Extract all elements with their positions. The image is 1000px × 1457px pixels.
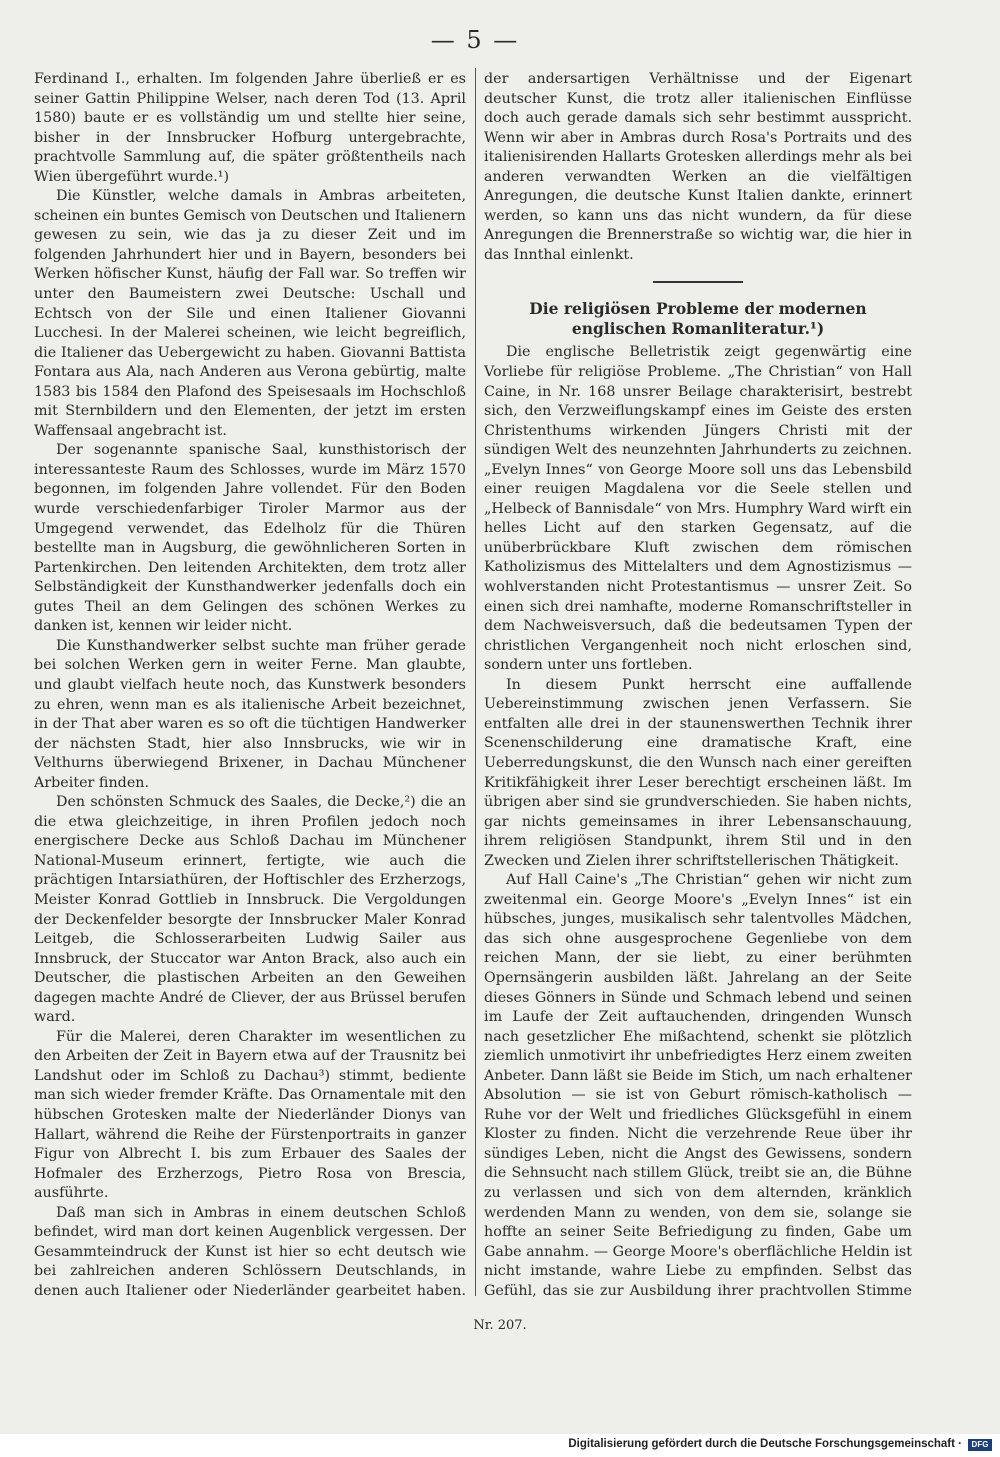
article-title: Die religiösen Probleme der modernen englischen Romanliteratur.¹) [529, 299, 867, 339]
article-paragraph: In diesem Punkt herrscht eine auffallende Uebereinstimmung zwischen jenen Verfassern. Sie entfalten alle drei in der staunenswerthen Technik ihrer Scenenschilderung eine dramatische Kraft, eine Ueberredungskunst, die den Wunsch nach einer gereiften Kritikfähigkeit ihrer Leser berechtigt erscheinen läßt. Im übrigen aber sind sie grundverschieden. Sie haben nichts, gar nichts gemeinsames in ihrer Lebensanschauung, ihrem religiösen Standpunkt, ihrem Stil und in den Zwecken und Zielen ihrer schriftstellerischen Thätigkeit. [484, 676, 912, 869]
article-paragraph: Auf Hall Caine's „The Christian“ gehen wir nicht zum zweitenmal ein. George Moore's „Evelyn Innes“ ist ein hübsches, junges, musikalisch sehr talentvolles Mädchen, das sich ohne ausgesprochene Gegenliebe von dem reichen Mann, der sie liebt, zu einer berühmten Opernsängerin ausbilden läßt. Jahrelang an der Seite dieses Gönners in Sünde und Schmach lebend und seinen im Laufe der Zeit auftauchenden, dringenden Wunsch nach gesetzlicher Ehe mißachtend, schenkt sie plötzlich ziemlich unmotivirt ihr unbefriedigtes Herz einem zweiten Anbeter. Dann läßt sie Beide im Stich, um nach erhaltener Absolution — sie ist von Geburt römisch-katholisch — Ruhe vor der Welt und friedliches Glücksgefühl in einem Kloster zu finden. Nicht die verzehrende Reue über ihr sündiges Leben, nicht die Angst des Gewissens, sondern die Sehnsucht nach stillem Glück, treibt sie an, die Bühne zu verlassen und sich von dem alternden, kränklich werdenden Mann zu wenden, von dem sie, solange sie hoffte an seiner Seite Befriedigung zu finden, Gabe um Gabe annahm. — George Moore's oberflächliche Heldin ist nicht imstande, wahre Liebe zu empfinden. Selbst das Gefühl, das sie zur Ausbildung ihrer prachtvollen Stimme [484, 872, 912, 1299]
dfg-logo: DFG [968, 1439, 992, 1451]
section-divider [653, 281, 743, 283]
article-paragraph: Die englische Belletristik zeigt gegenwärtig eine Vorliebe für religiöse Probleme. „The Christian“ von Hall Caine, in Nr. 168 unsrer Beilage charakterisirt, bestrebt sich, den Verzweiflungskampf eines im Geiste des ersten Christenthums wirkenden Jüngers Christi mit der sündigen Welt des neunzehnten Jahrhunderts zu zeichnen. „Evelyn Innes“ von George Moore soll uns das Lebensbild einer reuigen Magdalena vor die Seele stellen und „Helbeck of Bannisdale“ von Mrs. Humphry Ward wirft ein helles Licht auf den starken Gegensatz, auf die unüberbrückbare Kluft zwischen dem römischen Katholizismus des Mittelalters und dem Agnostizismus — wohlverstanden nicht Protestantismus — unsrer Zeit. So einen sich drei namhafte, moderne Romanschriftsteller in dem Nachweisversuch, daß die bedeutsamen Typen der christlichen Vergangenheit noch nicht erloschen sind, sondern unter uns fortleben. [484, 344, 912, 674]
column-divider [475, 68, 476, 1296]
continuation-paragraph: der andersartigen Verhältnisse und der Eigenart deutscher Kunst, die trotz aller italienischen Einflüsse doch auch gerade damals sich sehr bestimmt ausspricht. Wenn wir aber in Ambras durch Rosa's Portraits und des italienisirenden Hallarts Grotesken allerdings mehr als bei anderen verwandten Werken an die vielfältigen Anregungen, die deutsche Kunst Italien dankte, erinnert werden, so kann uns das nicht wundern, da für diese Anregungen die Brennerstraße so wichtig war, die hier in das Innthal einlenkt. [484, 71, 912, 263]
left-paragraph: Der sogenannte spanische Saal, kunsthistorisch der interessanteste Raum des Schlosses, wurde im März 1570 begonnen, im folgenden Jahre vollendet. Für den Boden wurde verschiedenfarbiger Tiroler Marmor aus der Umgegend verwendet, das Edelholz für die Thüren bestellte man in Augsburg, die gewöhnlicheren Sorten in Partenkirchen. Den leitenden Architekten, dem trotz aller Selbständigkeit der Kunsthandwerker jedenfalls doch ein gutes Theil an dem Gelingen des schönen Werkes zu danken ist, kennen wir leider nicht. [34, 442, 466, 635]
left-paragraph: Die Kunsthandwerker selbst suchte man früher gerade bei solchen Werken gern in weiter Ferne. Man glaubte, und glaubt vielfach heute noch, das Kunstwerk besonders zu ehren, wenn man es als italienische Arbeit bezeichnet, in der That aber waren es so oft die tüchtigen Handwerker der nächsten Stadt, hier also Innsbrucks, wie wir in Velthurns überwiegend Brixener, in Dachau Münchener Arbeiter finden. [34, 637, 466, 791]
left-paragraph: Für die Malerei, deren Charakter im wesentlichen zu den Arbeiten der Zeit in Bayern etwa auf der Trausnitz bei Landshut oder im Schloß zu Dachau³) stimmt, bediente man sich wieder fremder Kräfte. Das Ornamentale mit den hübschen Grotesken malte der Niederländer Dionys van Hallart, während die Reihe der Fürstenportraits in ganzer Figur von Albrecht I. bis zum Erbauer des Saales der Hofmaler des Erzherzogs, Pietro Rosa von Brescia, ausführte. [34, 1028, 466, 1202]
page-number: — 5 — [430, 26, 520, 54]
digitization-notice: Digitalisierung gefördert durch die Deutsche Forschungsgemeinschaft · [568, 1438, 962, 1450]
left-column [34, 70, 466, 1300]
right-column [484, 70, 912, 1300]
issue-number: Nr. 207. [473, 1318, 527, 1333]
left-paragraph: Ferdinand I., erhalten. Im folgenden Jahre überließ er es seiner Gattin Philippine Welser, nach deren Tod (13. April 1580) baute er es vollständig um und stellte hier seine, bisher in der Innsbrucker Hofburg untergebrachte, prachtvolle Sammlung auf, die später größtentheils nach Wien übergeführt wurde.¹) [34, 71, 466, 185]
digitization-banner [0, 1434, 1000, 1457]
left-paragraph: Den schönsten Schmuck des Saales, die Decke,²) die an die etwa gleichzeitige, in ihren Profilen jedoch noch energischere Decke aus Schloß Dachau im Münchener National-Museum erinnert, fertigte, wie auch die prächtigen Intarsiathüren, der Hoftischler des Erzherzogs, Meister Konrad Gottlieb in Innsbruck. Die Vergoldungen der Deckenfelder besorgte der Innsbrucker Maler Konrad Leitgeb, die Schlosserarbeiten Ludwig Sailer aus Innsbruck, der Stuccator war Anton Brack, also auch ein Deutscher, die plastischen Arbeiten an den Geweihen dagegen machte André de Cliever, der aus Brüssel berufen ward. [34, 794, 466, 1026]
left-paragraph: Daß man sich in Ambras in einem deutschen Schloß befindet, wird man dort keinen Augenblick vergessen. Der Gesammteindruck der Kunst ist hier so echt deutsch wie bei zahlreichen anderen Schlössern Deutschlands, in denen auch Italiener oder Niederländer gearbeitet haben. [34, 1204, 466, 1299]
left-paragraph: Die Künstler, welche damals in Ambras arbeiteten, scheinen ein buntes Gemisch von Deutschen und Italienern gewesen zu sein, wie das ja zu dieser Zeit und im folgenden Jahrhundert hier und in Bayern, besonders bei Werken höfischer Kunst, häufig der Fall war. So treffen wir unter den Baumeistern zwei Deutsche: Uschall und Echtsch von der Sile und einen Italiener Giovanni Lucchesi. In der Malerei scheinen, wie leicht begreiflich, die Italiener das Uebergewicht zu haben. Giovanni Battista Fontara aus Ala, nach Anderen aus Verona gebürtig, malte 1583 bis 1584 den Plafond des Speisesaals im Hochschloß mit Sternbildern und den Elementen, der jetzt im ersten Waffensaal angebracht ist. [34, 188, 466, 439]
